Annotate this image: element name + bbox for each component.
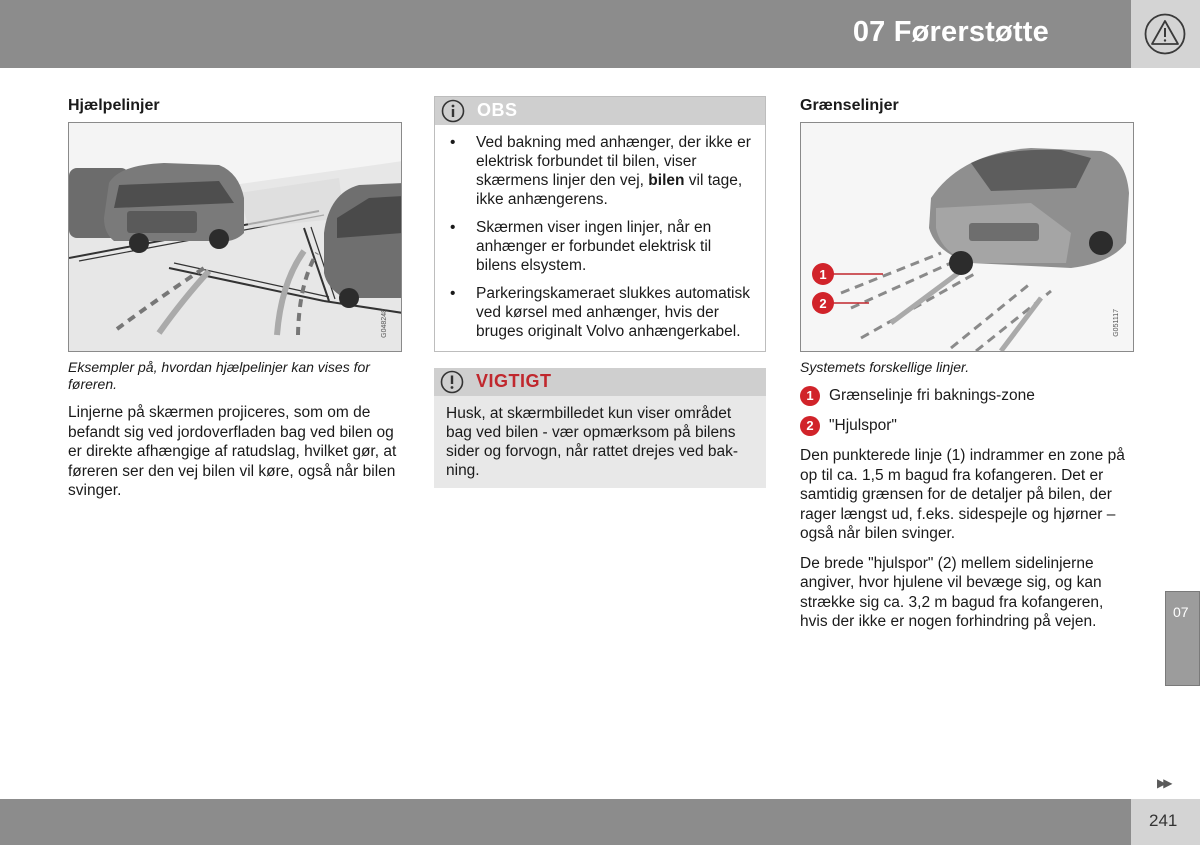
obs-bullet-text: Parkeringskameraet slukkes automatisk ved kørsel med anhænger, hvis der bruges originalt Volvo anhængerkabel. [476, 285, 750, 340]
obs-box [434, 96, 766, 352]
info-icon [441, 99, 465, 123]
section-heading-guidelines: Hjælpelinjer [68, 97, 160, 114]
parking-camera-illustration [69, 123, 402, 352]
body-paragraph-2: De brede "hjulspor" (2) mellem sidelinjerne angiver, hvor hjulene vil bevæge sig, og kan strække sig ca. 3,2 m bagud fra kofangeren, hvis der ikke er nogen forhindring på vejen. [800, 554, 1104, 630]
obs-title: OBS [477, 100, 518, 120]
bullet-dot: • [450, 219, 456, 236]
double-arrow-right-icon[interactable]: ▶▶ [1157, 776, 1170, 790]
obs-header [435, 97, 765, 125]
column-guidelines [68, 96, 402, 501]
obs-body [435, 125, 765, 351]
body-paragraph-1: Den punkterede linje (1) indrammer en zone på op til ca. 1,5 m bagud fra kofangeren. Det er samtidig grænsen for de detaljer på bilen, der rager længst ud, f.eks. sidespejle og hjørner – også når bilen svinger. [800, 447, 1125, 542]
header-icon-box [1131, 0, 1200, 68]
warning-triangle-icon [1144, 13, 1186, 55]
vigtigt-box [434, 368, 766, 488]
legend-item-2 [800, 416, 1134, 436]
chapter-title: 07 Førerstøtte [852, 16, 1049, 48]
figure-code: G048248 [381, 309, 388, 338]
obs-bullet-text: Ved bakning med anhænger, der ikke er elektrisk forbundet til bilen, viser skærmens linjer den vej, bilen vil tage, ikke anhængerens. [476, 134, 751, 208]
legend-item-1 [800, 386, 1134, 406]
vigtigt-title: VIGTIGT [476, 371, 552, 391]
body-paragraph: Linjerne på skærmen projiceres, som om de befandt sig ved jordoverfladen bag ved bilen og er direkte afhængige af ratudslag, hvilket gør, at føreren ser den vej bilen vil køre, også når bilen svinger. [68, 404, 397, 499]
legend-label: "Hjulspor" [829, 417, 897, 434]
number-badge: 1 [800, 386, 820, 406]
vigtigt-header [434, 368, 766, 396]
number-badge: 2 [800, 416, 820, 436]
section-heading-boundary-lines: Grænselinjer [800, 97, 899, 114]
obs-bullet [447, 218, 751, 275]
bullet-dot: • [450, 285, 456, 302]
rear-car-illustration [801, 123, 1134, 352]
page-number: 241 [1149, 811, 1178, 830]
vigtigt-text: Husk, at skærmbilledet kun viser området bag ved bilen - vær opmærksom på bilens sider og forvogn, når rattet drejes ved bakning. [446, 405, 739, 479]
footer-page-box [1131, 799, 1200, 845]
boundary-lines-figure [800, 122, 1134, 352]
figure-caption: Systemets forskellige linjer. [800, 359, 970, 375]
column-notes [434, 96, 766, 488]
exclamation-icon [440, 370, 464, 394]
figure-caption: Eksempler på, hvordan hjælpelinjer kan vises for føreren. [68, 359, 370, 392]
column-boundary-lines [800, 96, 1134, 632]
footer-bar [0, 799, 1131, 845]
guidelines-figure [68, 122, 402, 352]
chapter-side-tab[interactable] [1165, 591, 1200, 686]
callout-1: 1 [819, 267, 827, 282]
callout-2: 2 [819, 296, 827, 311]
obs-bullet [447, 284, 751, 341]
header-bar [0, 0, 1131, 68]
obs-bullet-text: Skærmen viser ingen linjer, når en anhænger er forbundet elektrisk til bilens elsystem. [476, 219, 712, 274]
bullet-dot: • [450, 134, 456, 151]
chapter-tab-label: 07 [1173, 604, 1189, 620]
obs-bullet [447, 133, 751, 209]
legend-label: Grænselinje fri baknings-zone [829, 387, 1035, 404]
figure-code: G051117 [1113, 309, 1120, 337]
